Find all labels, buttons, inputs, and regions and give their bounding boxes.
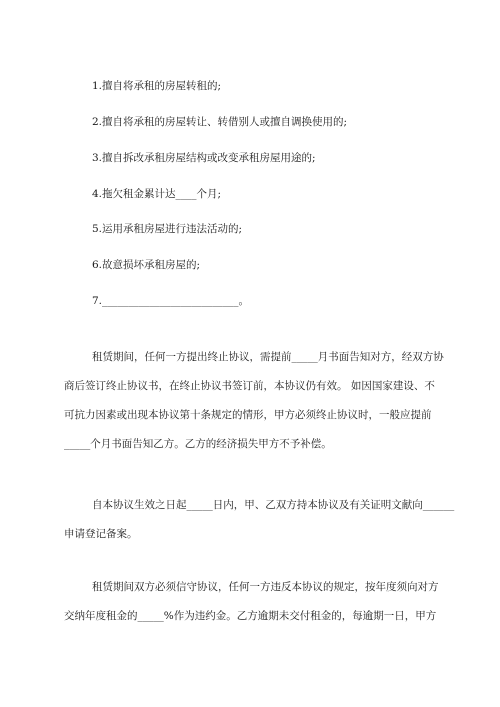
paragraph-line: 商后签订终止协议书，在终止协议书签订前，本协议仍有效。 如因国家建设、不	[64, 380, 435, 392]
registration-paragraph	[64, 491, 455, 549]
paragraph-line: _____个月书面告知乙方。乙方的经济损失甲方不予补偿。	[64, 438, 332, 450]
list-item: 7.__________________________。	[92, 295, 250, 307]
paragraph-line: 可抗力因素或出现本协议第十条规定的情形，甲方必须终止协议时，一般应提前	[64, 409, 432, 421]
termination-paragraph	[64, 343, 444, 459]
list-item: 3.擅自拆改承租房屋结构或改变承租房屋用途的;	[92, 152, 316, 164]
penalty-paragraph	[64, 573, 439, 631]
paragraph-line: 交纳年度租金的_____%作为违约金。乙方逾期未交付租金的，每逾期一日，甲方	[64, 610, 437, 622]
list-item: 6.故意损坏承租房屋的;	[92, 259, 201, 271]
paragraph-line: 租赁期间双方必须信守协议，任何一方违反本协议的规定，按年度须向对方	[92, 581, 439, 593]
list-item: 5.运用承租房屋进行违法活动的;	[92, 223, 243, 235]
paragraph-line: 租赁期间，任何一方提出终止协议，需提前_____月书面告知对方，经双方协	[92, 351, 444, 363]
list-item: 4.拖欠租金累计达____个月;	[92, 188, 222, 200]
list-item: 1.擅自将承租的房屋转租的;	[92, 80, 222, 92]
paragraph-line: 自本协议生效之日起_____日内，甲、乙双方持本协议及有关证明文献向______	[92, 499, 455, 511]
list-item: 2.擅自将承租的房屋转让、转借别人或擅自调换使用的;	[92, 116, 348, 128]
paragraph-line: 申请登记备案。	[64, 528, 138, 540]
